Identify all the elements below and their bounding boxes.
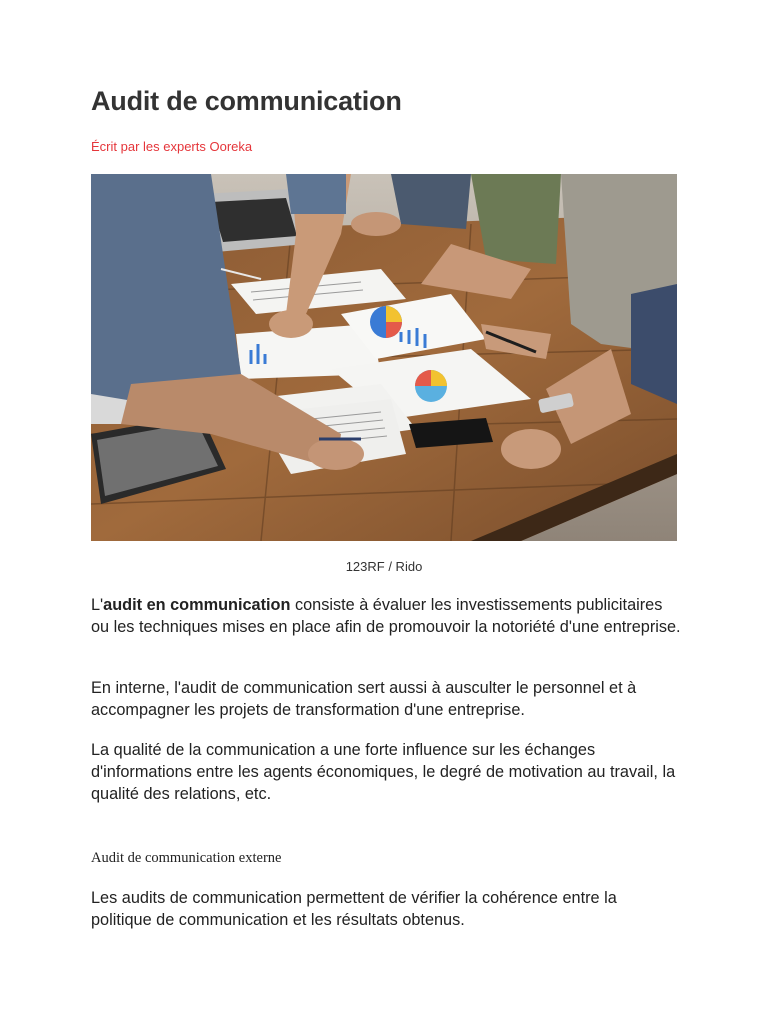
team-meeting-photo-icon	[91, 174, 677, 541]
hero-image	[91, 174, 677, 541]
image-credit: 123RF / Rido	[345, 559, 423, 574]
paragraph-external: Les audits de communication permettent de vérifier la cohérence entre la politique de communication et les résultats obtenus.	[91, 889, 617, 929]
intro-bold-term: audit en communication	[103, 596, 291, 614]
paragraph-quality: La qualité de la communication a une forte influence sur les échanges d'informations entre les agents économiques, le degré de motivation au travail, la qualité des relations, etc.	[91, 741, 676, 803]
author-byline[interactable]: Écrit par les experts Ooreka	[91, 139, 253, 154]
section-heading: Audit de communication externe	[91, 850, 282, 866]
paragraph-internal: En interne, l'audit de communication sert aussi à ausculter le personnel et à accompagner les projets de transformation d'une entreprise.	[91, 679, 637, 719]
intro-paragraph	[91, 594, 681, 638]
intro-suffix: consiste à évaluer les investissements publicitaires ou les techniques mises en place afin de promouvoir la notoriété d'une entreprise.	[91, 596, 681, 636]
intro-prefix: L'	[91, 596, 104, 614]
page-title: Audit de communication	[91, 86, 402, 116]
